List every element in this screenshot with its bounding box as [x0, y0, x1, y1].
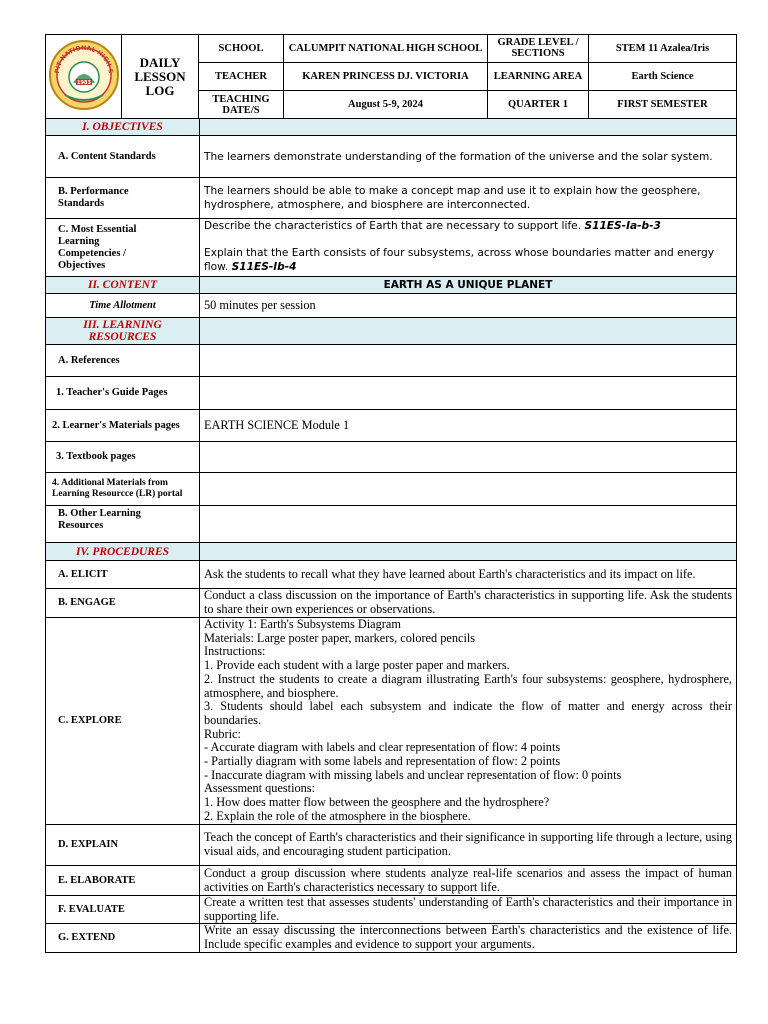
school-label: SCHOOL [199, 35, 284, 63]
resources-heading-fill [200, 318, 737, 345]
other-resources-value [200, 506, 737, 543]
school-seal-logo [47, 35, 121, 115]
performance-standards-text: The learners should be able to make a concept map and use it to explain how the geosphere, hydrosphere, atmosphere, and biosphere are interconnected. [200, 178, 737, 219]
melc-2-code: S11ES-Ib-4 [231, 261, 297, 273]
explore-line: - Accurate diagram with labels and clear representation of flow: 4 points [204, 740, 561, 755]
textbook-value [200, 442, 737, 473]
learners-materials-value: EARTH SCIENCE Module 1 [200, 410, 737, 442]
other-resources-label: B. Other Learning Resources [46, 506, 200, 543]
explore-line: 2. Explain the role of the atmosphere in the biosphere. [204, 808, 471, 823]
time-allotment-label: Time Allotment [46, 294, 200, 318]
extend-label: G. EXTEND [46, 924, 200, 952]
procedures-heading: IV. PROCEDURES [46, 543, 200, 561]
extend-text: Write an essay discussing the interconnections between Earth's characteristics and the existence of life. Include specific examples and evidence to support your arguments. [200, 924, 737, 952]
content-standards-label: A. Content Standards [46, 136, 200, 178]
logo-text: PIT NATIONAL HIGH S [53, 44, 114, 74]
performance-standards-label: B. Performance Standards [46, 178, 200, 219]
content-topic: EARTH AS A UNIQUE PLANET [200, 277, 737, 294]
elicit-label: A. ELICIT [46, 561, 200, 589]
explore-line: 1. Provide each student with a large poster paper and markers. [204, 658, 510, 673]
additional-materials-label: 4. Additional Materials from Learning Resourcce (LR) portal [46, 473, 200, 506]
daily-lesson-log [45, 34, 736, 953]
explore-line: Instructions: [204, 644, 266, 659]
engage-label: B. ENGAGE [46, 589, 200, 618]
content-standards-text: The learners demonstrate understanding of the formation of the universe and the solar system. [200, 136, 737, 178]
melc-1: Describe the characteristics of Earth that are necessary to support life. S11ES-Ia-b-3 [204, 220, 661, 232]
explore-line: Activity 1: Earth's Subsystems Diagram [204, 617, 401, 631]
header-table [45, 34, 737, 119]
teachers-guide-label: 1. Teacher's Guide Pages [46, 377, 200, 410]
dates-label: TEACHING DATE/S [199, 91, 284, 119]
teachers-guide-value [200, 377, 737, 410]
explore-line: 3. Students should label each subsystem and indicate the flow of matter and energy across their boundaries. [204, 699, 732, 727]
elaborate-label: E. ELABORATE [46, 866, 200, 896]
area-value: Earth Science [589, 62, 737, 91]
explore-line: Assessment questions: [204, 781, 316, 796]
lesson-table [45, 118, 737, 953]
textbook-label: 3. Textbook pages [46, 442, 200, 473]
school-logo-cell [46, 35, 122, 119]
melc-label: C. Most Essential Learning Competencies / Objectives [46, 219, 200, 277]
procedures-heading-fill [200, 543, 737, 561]
logo-year: 1983 [76, 80, 91, 86]
explore-text [200, 618, 737, 825]
dates-value: August 5-9, 2024 [284, 91, 488, 119]
grade-label: GRADE LEVEL / SECTIONS [488, 35, 589, 63]
explore-label: C. EXPLORE [46, 618, 200, 825]
teacher-label: TEACHER [199, 62, 284, 91]
explore-line: - Partially diagram with some labels and representation of flow: 2 points [204, 754, 561, 769]
explain-text: Teach the concept of Earth's characteristics and their significance in supporting life through a lecture, using visual aids, and encouraging student participation. [200, 825, 737, 866]
engage-text: Conduct a class discussion on the importance of Earth's characteristics in supporting life. Ask the students to share their own experiences or observations. [200, 589, 737, 618]
explore-line: Materials: Large poster paper, markers, colored pencils [204, 630, 476, 645]
resources-heading: III. LEARNING RESOURCES [46, 318, 200, 345]
melc-1-code: S11ES-Ia-b-3 [584, 220, 661, 232]
evaluate-text: Create a written test that assesses students' understanding of Earth's characteristics and their importance in supporting life. [200, 896, 737, 924]
evaluate-label: F. EVALUATE [46, 896, 200, 924]
elicit-text: Ask the students to recall what they have learned about Earth's characteristics and its impact on life. [200, 561, 737, 589]
explain-label: D. EXPLAIN [46, 825, 200, 866]
content-heading: II. CONTENT [46, 277, 200, 294]
explore-line: 1. How does matter flow between the geosphere and the hydrosphere? [204, 795, 550, 810]
objectives-heading: I. OBJECTIVES [46, 119, 200, 136]
document-title: DAILY LESSON LOG [122, 35, 199, 119]
objectives-heading-fill [200, 119, 737, 136]
references-value [200, 345, 737, 377]
explore-line: Rubric: [204, 726, 241, 741]
teacher-value: KAREN PRINCESS DJ. VICTORIA [284, 62, 488, 91]
explore-line: 2. Instruct the students to create a diagram illustrating Earth's four subsystems: geosphere, hydrosphere, atmosphere, and biosphere. [204, 671, 732, 700]
melc-2: Explain that the Earth consists of four subsystems, across whose boundaries matter and energy flow. S11ES-Ib-4 [204, 247, 715, 273]
explore-line: - Inaccurate diagram with missing labels and unclear representation of flow: 0 points [204, 767, 622, 782]
learners-materials-label: 2. Learner's Materials pages [46, 410, 200, 442]
school-value: CALUMPIT NATIONAL HIGH SCHOOL [284, 35, 488, 63]
grade-value: STEM 11 Azalea/Iris [589, 35, 737, 63]
area-label: LEARNING AREA [488, 62, 589, 91]
additional-materials-value [200, 473, 737, 506]
melc-text [200, 219, 737, 277]
elaborate-text: Conduct a group discussion where students analyze real-life scenarios and assess the impact of human activities on Earth's characteristics necessary to support life. [200, 866, 737, 896]
time-allotment-value: 50 minutes per session [200, 294, 737, 318]
semester-value: FIRST SEMESTER [589, 91, 737, 119]
references-label: A. References [46, 345, 200, 377]
quarter-label: QUARTER 1 [488, 91, 589, 119]
